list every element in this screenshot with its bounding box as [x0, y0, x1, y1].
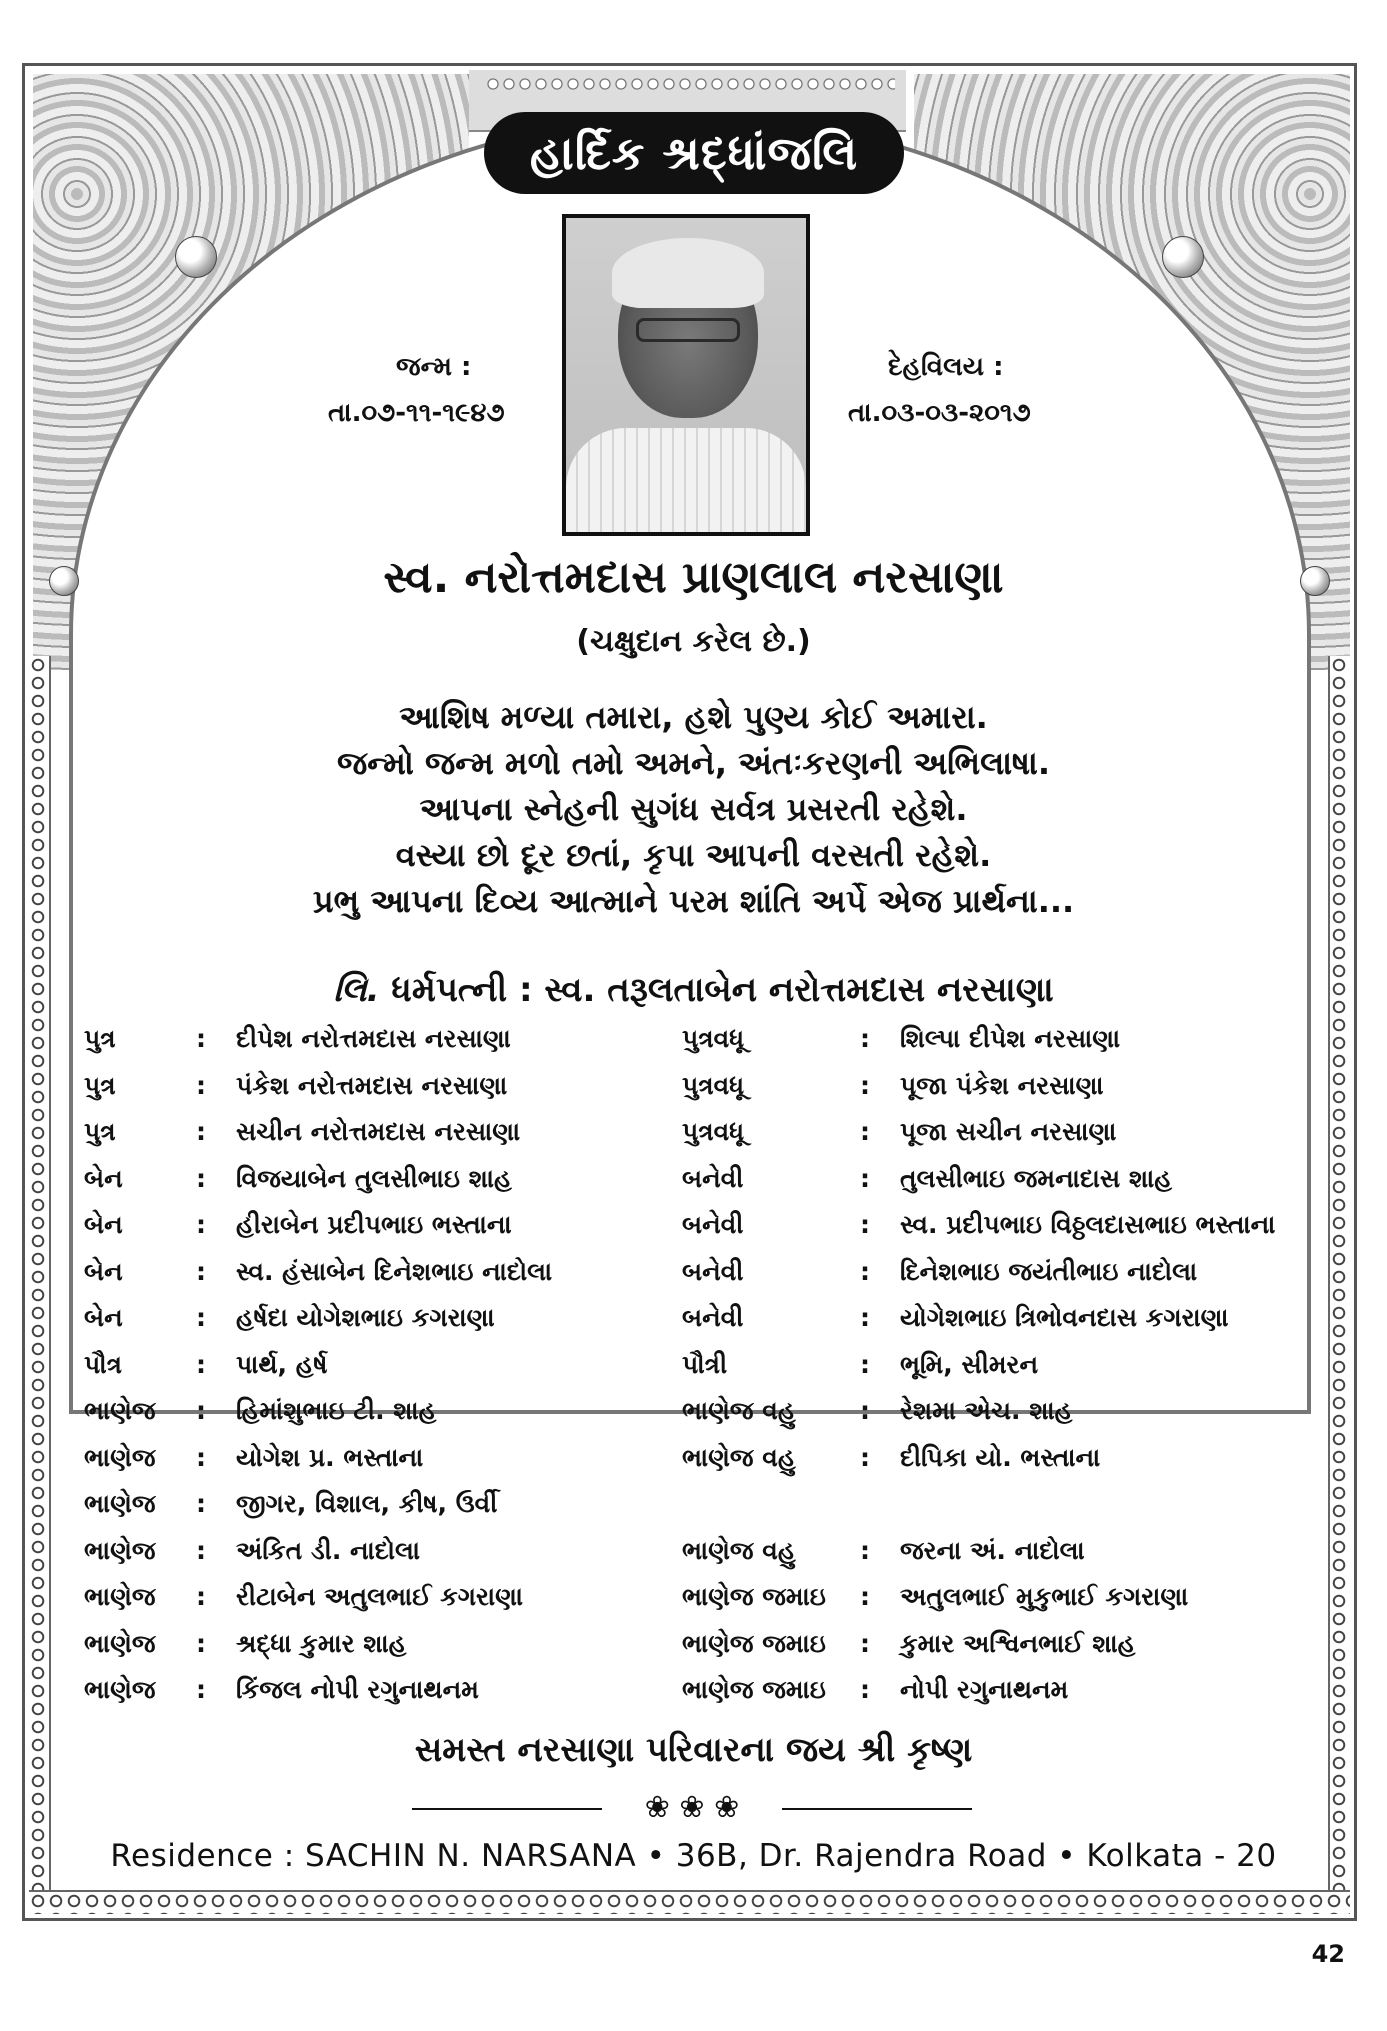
relation-label: ભાણેજ વહુ: [682, 1535, 796, 1565]
relative-name: દીપેશ નરોત્તમદાસ નરસાણા: [236, 1024, 511, 1053]
relation-label: બનેવી: [682, 1303, 744, 1332]
relation-label: બેન: [84, 1163, 123, 1193]
relative-name: કુમાર અશ્વિનભાઈ શાહ: [900, 1628, 1136, 1658]
signatory-line: [0, 970, 1387, 1010]
eye-donation-note: (ચક્ષુદાન કરેલ છે.): [576, 624, 811, 659]
relative-row: [84, 1629, 1324, 1676]
separator: :: [196, 1256, 206, 1286]
relative-name: જીગર, વિશાલ, કીષ, ઉર્વી: [236, 1489, 498, 1518]
relative-name: હર્ષદા યોગેશભાઇ કગરાણા: [236, 1303, 495, 1332]
relative-row: [84, 1024, 1324, 1071]
separator: :: [860, 1117, 870, 1146]
birth-date: તા.૦૭-૧૧-૧૯૪૭: [328, 398, 505, 428]
bead-ornament: [175, 236, 217, 278]
relative-row: [84, 1582, 1324, 1629]
relative-row: [84, 1117, 1324, 1164]
poem-line: પ્રભુ આપના દિવ્ય આત્માને પરમ શાંતિ અર્પે એજ પ્રાર્થના...: [312, 882, 1075, 920]
death-date: તા.૦૩-૦૩-૨૦૧૭: [848, 398, 1031, 428]
separator: :: [196, 1582, 206, 1611]
relation-label: ભાણેજ જમાઇ: [682, 1628, 826, 1658]
relative-row: [84, 1210, 1324, 1257]
relation-label: ભાણેજ: [84, 1489, 156, 1518]
relative-name: અંકિત ડી. નાદોલા: [236, 1535, 421, 1565]
closing-greeting: સમસ્ત નરસાણા પરિવારના જય શ્રી કૃષ્ણ: [414, 1730, 973, 1770]
relation-label: ભાણેજ વહુ: [682, 1396, 796, 1425]
poem-line: વસ્યા છો દૂર છતાં, કૃપા આપની વરસતી રહેશે.: [395, 836, 992, 874]
page-number: 42: [1311, 1940, 1345, 1968]
relative-name: પૂજા સચીન નરસાણા: [900, 1117, 1117, 1146]
residence-address: Residence : SACHIN N. NARSANA • 36B, Dr. Rajendra Road • Kolkata - 20: [110, 1838, 1277, 1874]
relation-label: ભાણેજ વહુ: [682, 1442, 796, 1472]
relative-name: સ્વ. હંસાબેન દિનેશભાઇ નાદોલા: [236, 1256, 553, 1286]
relative-name: દિનેશભાઇ જયંતીભાઇ નાદોલા: [900, 1256, 1198, 1286]
relative-name: પંકેશ નરોત્તમદાસ નરસાણા: [236, 1070, 508, 1100]
relative-name: પાર્થ, હર્ષ: [236, 1349, 328, 1379]
poem-line: જન્મો જન્મ મળો તમો અમને, અંતઃકરણની અભિલાષા.: [336, 744, 1051, 782]
flower-divider: [412, 1788, 972, 1828]
relatives-list: [84, 1024, 1324, 1722]
separator: :: [860, 1396, 870, 1425]
relation-label: ભાણેજ જમાઇ: [682, 1582, 826, 1611]
portrait-photo: [562, 214, 810, 536]
relative-name: યોગેશભાઇ ત્રિભોવનદાસ કગરાણા: [900, 1303, 1229, 1332]
flower-icon: ❀ ❀ ❀: [644, 1790, 740, 1825]
relative-row: [84, 1257, 1324, 1304]
relative-name: અતુલભાઈ મુકુભાઈ કગરાણા: [900, 1582, 1189, 1611]
relative-name: તુલસીભાઇ જમનાદાસ શાહ: [900, 1163, 1173, 1193]
relation-label: પુત્રવધૂ: [682, 1070, 745, 1100]
relative-row: [84, 1396, 1324, 1443]
relation-label: ભાણેજ: [84, 1675, 156, 1704]
bead-ornament: [1162, 236, 1204, 278]
separator: :: [860, 1070, 870, 1100]
relation-label: ભાણેજ: [84, 1396, 156, 1425]
separator: :: [196, 1442, 206, 1472]
relation-label: પૌત્ર: [84, 1349, 123, 1379]
separator: :: [196, 1163, 206, 1193]
relative-name: રેશમા એચ. શાહ: [900, 1396, 1073, 1425]
page-title: હાર્દિક શ્રદ્ધાંજલિ: [484, 112, 904, 194]
separator: :: [196, 1675, 206, 1704]
poem-line: આપના સ્નેહની સુગંધ સર્વત્ર પ્રસરતી રહેશે.: [419, 790, 968, 828]
separator: :: [196, 1117, 206, 1146]
tribute-poem: [0, 694, 1387, 924]
separator: :: [860, 1256, 870, 1286]
relative-row: [84, 1071, 1324, 1118]
separator: :: [860, 1163, 870, 1193]
birth-label: જન્મ :: [396, 352, 472, 382]
relation-label: પુત્રવધૂ: [682, 1117, 745, 1146]
relative-row: [84, 1350, 1324, 1397]
relation-label: બેન: [84, 1210, 123, 1239]
relative-name: સ્વ. પ્રદીપભાઇ વિઠ્ઠલદાસભાઇ ભસ્તાના: [900, 1210, 1276, 1239]
relative-row: [84, 1489, 1324, 1536]
relation-label: બનેવી: [682, 1210, 744, 1239]
bead-border: [485, 76, 895, 92]
relative-name: શ્રદ્ધા કુમાર શાહ: [236, 1628, 407, 1658]
relation-label: બેન: [84, 1303, 123, 1332]
relative-row: [84, 1443, 1324, 1490]
relation-label: પૌત્રી: [682, 1349, 728, 1379]
relation-label: ભાણેજ: [84, 1535, 156, 1565]
poem-line: આશિષ મળ્યા તમારા, હશે પુણ્ય કોઈ અમારા.: [399, 698, 988, 736]
separator: :: [860, 1024, 870, 1053]
relation-label: બેન: [84, 1256, 123, 1286]
relative-name: જરના અં. નાદોલા: [900, 1535, 1085, 1565]
separator: :: [196, 1489, 206, 1518]
separator: :: [196, 1024, 206, 1053]
relative-name: પૂજા પંકેશ નરસાણા: [900, 1070, 1104, 1100]
relative-row: [84, 1164, 1324, 1211]
relative-name: દીપિકા યો. ભસ્તાના: [900, 1442, 1101, 1472]
death-label: દેહવિલય :: [888, 352, 1004, 382]
separator: :: [196, 1535, 206, 1565]
relation-label: ભાણેજ: [84, 1442, 156, 1472]
separator: :: [196, 1628, 206, 1658]
separator: :: [860, 1210, 870, 1239]
separator: :: [860, 1442, 870, 1472]
relative-row: [84, 1675, 1324, 1722]
relative-row: [84, 1303, 1324, 1350]
separator: :: [196, 1349, 206, 1379]
relative-name: હિમાંશુભાઇ ટી. શાહ: [236, 1396, 437, 1425]
signatory-prefix: લિ.: [333, 970, 380, 1010]
separator: :: [860, 1675, 870, 1704]
relative-name: હીરાબેન પ્રદીપભાઇ ભસ્તાના: [236, 1210, 512, 1239]
relation-label: ભાણેજ: [84, 1582, 156, 1611]
relative-name: શિલ્પા દીપેશ નરસાણા: [900, 1024, 1121, 1053]
relation-label: પુત્ર: [84, 1117, 116, 1146]
relation-label: બનેવી: [682, 1163, 744, 1193]
separator: :: [196, 1396, 206, 1425]
relation-label: ભાણેજ: [84, 1628, 156, 1658]
separator: :: [860, 1349, 870, 1379]
separator: :: [196, 1070, 206, 1100]
separator: :: [196, 1303, 206, 1332]
separator: :: [860, 1535, 870, 1565]
separator: :: [860, 1582, 870, 1611]
relative-name: રીટાબેન અતુલભાઈ કગરાણા: [236, 1582, 524, 1611]
relation-label: પુત્રવધૂ: [682, 1024, 745, 1053]
relative-name: સચીન નરોત્તમદાસ નરસાણા: [236, 1117, 521, 1146]
relation-label: બનેવી: [682, 1256, 744, 1286]
greek-border-bottom: [29, 1890, 1350, 1914]
relative-row: [84, 1536, 1324, 1583]
relation-label: ભાણેજ જમાઇ: [682, 1675, 826, 1704]
relative-name: યોગેશ પ્ર. ભસ્તાના: [236, 1442, 424, 1472]
separator: :: [196, 1210, 206, 1239]
relative-name: વિજયાબેન તુલસીભાઇ શાહ: [236, 1163, 512, 1193]
relative-name: ભૂમિ, સીમરન: [900, 1349, 1039, 1379]
relative-name: કિંજલ નોપી રગુનાથનમ: [236, 1675, 479, 1704]
separator: :: [860, 1303, 870, 1332]
signatory-text: ધર્મપત્ની : સ્વ. તરૂલતાબેન નરોત્તમદાસ નરસાણા: [391, 970, 1054, 1010]
relative-name: નોપી રગુનાથનમ: [900, 1675, 1069, 1704]
separator: :: [860, 1628, 870, 1658]
relation-label: પુત્ર: [84, 1024, 116, 1053]
deceased-name: સ્વ. નરોત્તમદાસ પ્રાણલાલ નરસાણા: [383, 552, 1004, 603]
relation-label: પુત્ર: [84, 1070, 116, 1100]
